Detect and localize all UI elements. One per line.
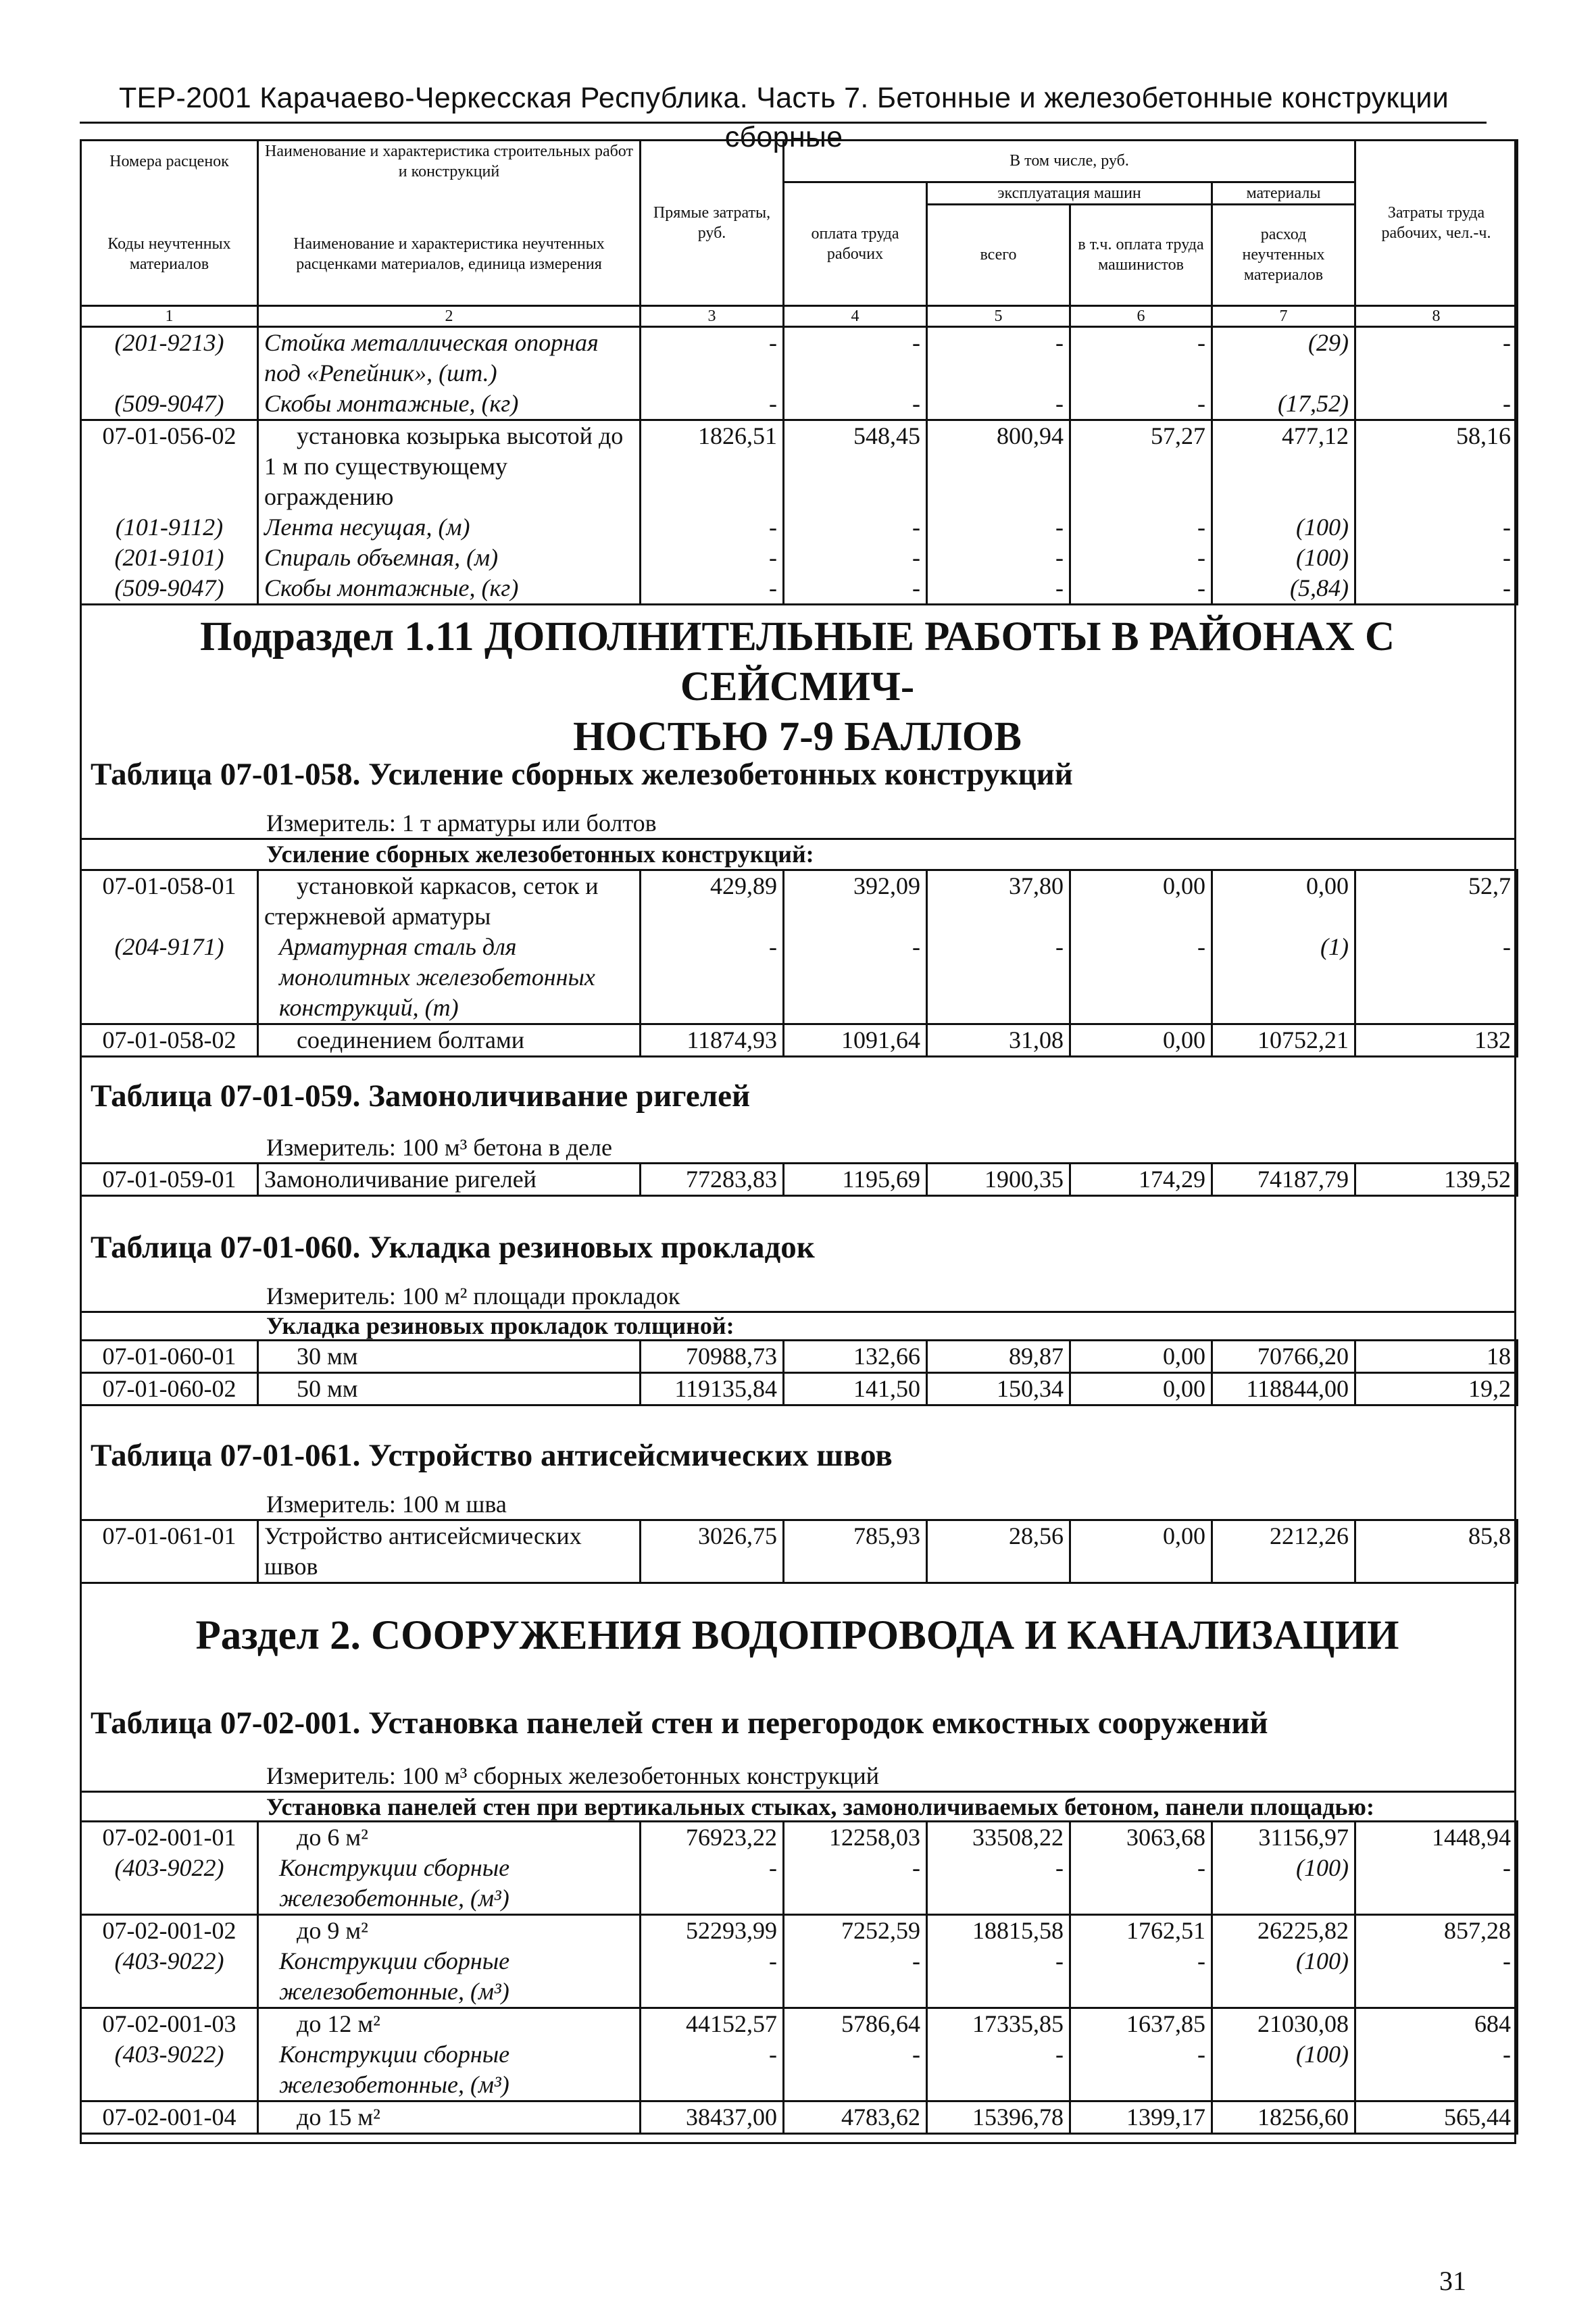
- table-row: 07-01-061-01 Устройство антисейсмических швов 3026,75 785,93 28,56 0,00 2212,26 85,8: [81, 1520, 1518, 1583]
- section-2-title: Раздел 2. СООРУЖЕНИЯ ВОДОПРОВОДА И КАНАЛИЗАЦИИ: [195, 1613, 1399, 1658]
- hdr-num: 1: [81, 305, 258, 326]
- table-row: (509-9047) Скобы монтажные, (кг) - - - - (5,84) -: [81, 573, 1518, 605]
- table-row: 07-02-001-04 до 15 м² 38437,00 4783,62 15396,78 1399,17 18256,60 565,44: [81, 2101, 1518, 2134]
- hdr-col3: Прямые затраты, руб.: [641, 141, 784, 306]
- hdr-machines: эксплуатация машин: [927, 182, 1212, 204]
- table-row: (403-9022) Конструкции сборные железобетонные, (м³) - - - - (100) -: [81, 1853, 1518, 1915]
- table-row: (201-9101) Спираль объемная, (м) - - - - (100) -: [81, 543, 1518, 573]
- hdr-group: В том числе, руб.: [784, 141, 1355, 182]
- table-060-title: Таблица 07-01-060. Укладка резиновых прокладок: [91, 1230, 815, 1265]
- hdr-num: 8: [1355, 305, 1518, 326]
- table-061: [80, 1519, 1518, 1584]
- table-row: 07-02-001-02 до 9 м² 52293,99 7252,59 18815,58 1762,51 26225,82 857,28: [81, 1915, 1518, 1947]
- table-059: [80, 1162, 1518, 1197]
- table-058-title: Таблица 07-01-058. Усиление сборных железобетонных конструкций: [91, 757, 1073, 792]
- table-row: (403-9022) Конструкции сборные железобетонные, (м³) - - - - (100) -: [81, 1946, 1518, 2008]
- table-row: 07-01-058-02 соединением болтами 11874,93 1091,64 31,08 0,00 10752,21 132: [81, 1024, 1518, 1057]
- table-row: (204-9171) Арматурная сталь для монолитных железобетонных конструкций, (т) - - - - (1) -: [81, 932, 1518, 1024]
- hdr-col2-bottom: Наименование и характеристика неучтенных расценками материалов, единица измерения: [258, 204, 641, 305]
- main-table: [80, 139, 1518, 605]
- table-060: [80, 1339, 1518, 1406]
- hdr-num: 5: [927, 305, 1070, 326]
- hdr-col6: в т.ч. оплата труда машинистов: [1070, 204, 1212, 305]
- table-061-title: Таблица 07-01-061. Устройство антисейсмических швов: [91, 1438, 893, 1473]
- table-058-measure: Измеритель: 1 т арматуры или болтов: [266, 810, 657, 837]
- running-header: ТЕР-2001 Карачаево-Черкесская Республика. Часть 7. Бетонные и железобетонные конструкции сборные: [118, 82, 1449, 153]
- table-row: 07-01-060-01 30 мм 70988,73 132,66 89,87 0,00 70766,20 18: [81, 1341, 1518, 1373]
- hdr-num: 6: [1070, 305, 1212, 326]
- table-059-title: Таблица 07-01-059. Замоноличивание ригелей: [91, 1078, 751, 1114]
- table-row: (509-9047) Скобы монтажные, (кг) - - - - (17,52) -: [81, 389, 1518, 420]
- subsection-title: Подраздел 1.11 ДОПОЛНИТЕЛЬНЫЕ РАБОТЫ В РАЙОНАХ С СЕЙСМИЧ- НОСТЬЮ 7-9 БАЛЛОВ: [199, 614, 1395, 760]
- table-row: 07-01-056-02 установка козырька высотой до 1 м по существующему ограждению 1826,51 548,45 800,94 57,27 477,12 58,16: [81, 420, 1518, 512]
- table-058: [80, 869, 1518, 1057]
- table-201-title: Таблица 07-02-001. Установка панелей стен и перегородок емкостных сооружений: [91, 1706, 1268, 1741]
- table-059-measure: Измеритель: 100 м³ бетона в деле: [266, 1134, 612, 1161]
- table-row: 07-02-001-03 до 12 м² 44152,57 5786,64 17335,85 1637,85 21030,08 684: [81, 2008, 1518, 2040]
- hdr-num: 2: [258, 305, 641, 326]
- top-rows: [81, 326, 1518, 604]
- page-number: 31: [1439, 2266, 1466, 2296]
- table-060-measure: Измеритель: 100 м² площади прокладок: [266, 1283, 680, 1310]
- table-058-subheader: Усиление сборных железобетонных конструкций:: [266, 841, 814, 868]
- hdr-col5: всего: [927, 204, 1070, 305]
- table-row: (101-9112) Лента несущая, (м) - - - - (100) -: [81, 512, 1518, 543]
- header-rule: [80, 122, 1487, 124]
- table-row: 07-01-058-01 установкой каркасов, сеток и стержневой арматуры 429,89 392,09 37,80 0,00 0,00 52,7: [81, 870, 1518, 932]
- hdr-col1-top: Номера расценок: [81, 141, 258, 182]
- hdr-num: 3: [641, 305, 784, 326]
- hdr-col7: расход неучтенных материалов: [1212, 204, 1355, 305]
- table-row: (201-9213) Стойка металлическая опорная под «Репейник», (шт.) - - - - (29) -: [81, 326, 1518, 389]
- hdr-materials: материалы: [1212, 182, 1355, 204]
- table-row: 07-01-059-01 Замоноличивание ригелей 77283,83 1195,69 1900,35 174,29 74187,79 139,52: [81, 1164, 1518, 1196]
- table-row: 07-01-060-02 50 мм 119135,84 141,50 150,34 0,00 118844,00 19,2: [81, 1373, 1518, 1405]
- hdr-col4: оплата труда рабочих: [784, 182, 927, 305]
- table-201-subheader: Установка панелей стен при вертикальных стыках, замоноличиваемых бетоном, панели площадью:: [266, 1793, 1374, 1820]
- table-201: [80, 1820, 1518, 2135]
- hdr-num: 4: [784, 305, 927, 326]
- table-row: (403-9022) Конструкции сборные железобетонные, (м³) - - - - (100) -: [81, 2039, 1518, 2101]
- hdr-col8: Затраты труда рабочих, чел.-ч.: [1355, 141, 1518, 306]
- table-060-subheader: Укладка резиновых прокладок толщиной:: [266, 1312, 734, 1339]
- table-061-measure: Измеритель: 100 м шва: [266, 1491, 507, 1518]
- table-201-measure: Измеритель: 100 м³ сборных железобетонных конструкций: [266, 1762, 880, 1789]
- hdr-col2-top: Наименование и характеристика строительных работ и конструкций: [258, 141, 641, 182]
- table-row: 07-02-001-01 до 6 м² 76923,22 12258,03 33508,22 3063,68 31156,97 1448,94: [81, 1822, 1518, 1853]
- hdr-col1-bottom: Коды неучтенных материалов: [81, 204, 258, 305]
- hdr-num: 7: [1212, 305, 1355, 326]
- table-header: [81, 141, 1518, 327]
